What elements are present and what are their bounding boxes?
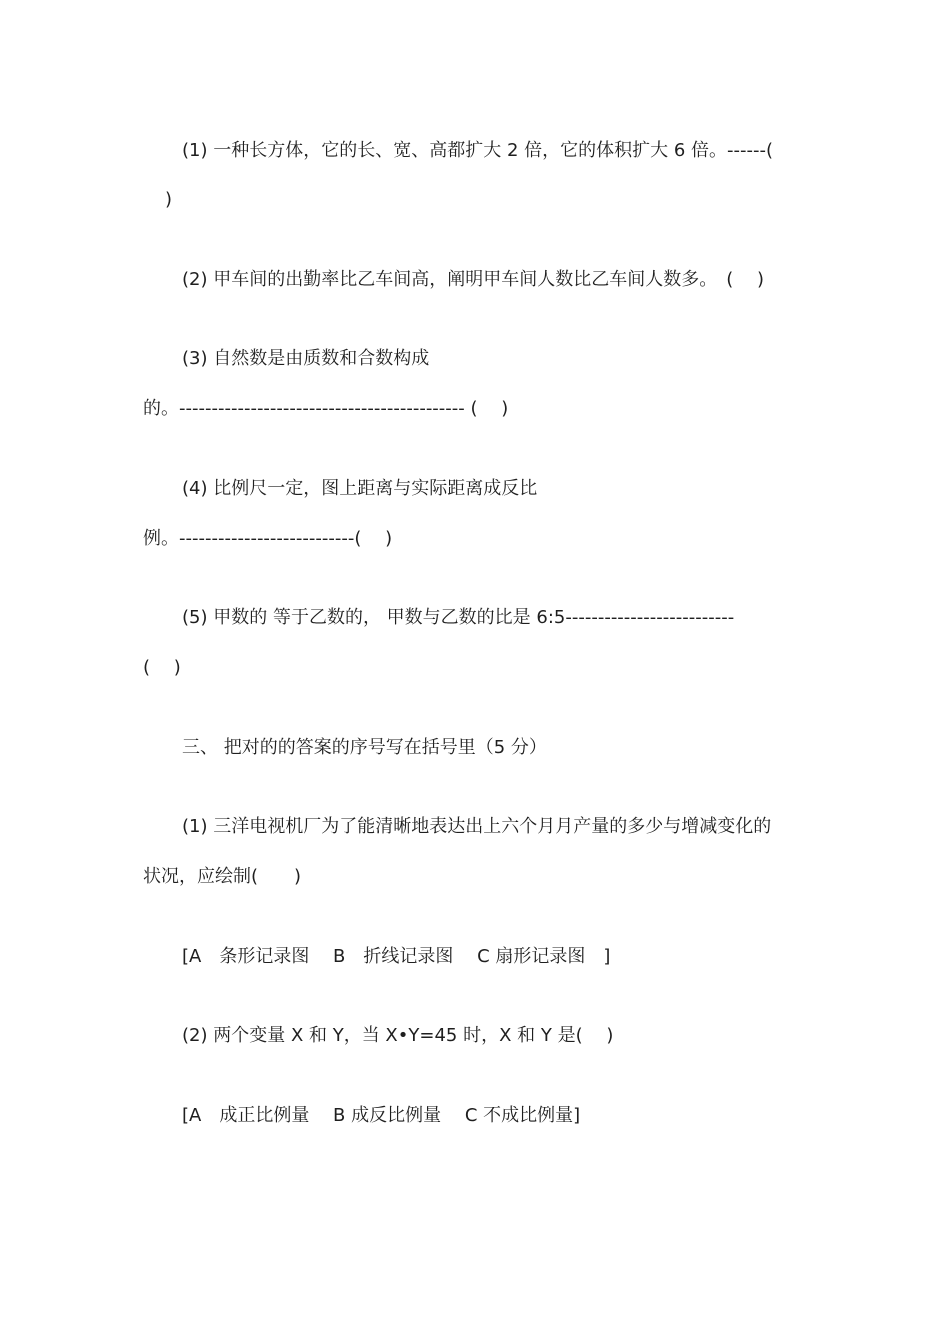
choice-question-2-options: [A 成正比例量 B 成反比例量 C 不成比例量]	[182, 1105, 581, 1126]
question-5-line-2: ( )	[143, 657, 181, 678]
question-2-line: (2) 甲车间的出勤率比乙车间高，阐明甲车间人数比乙车间人数多。 ( )	[182, 269, 764, 290]
question-1-line-1: (1) 一种长方体，它的长、宽、高都扩大 2 倍，它的体积扩大 6 倍。------(	[182, 140, 774, 161]
question-4-line-2: 例。---------------------------( )	[143, 528, 393, 549]
question-5-line-1: (5) 甲数的 等于乙数的， 甲数与乙数的比是 6:5--------------------------	[182, 607, 735, 628]
choice-question-2-line: (2) 两个变量 X 和 Y，当 X•Y=45 时，X 和 Y 是( )	[182, 1025, 614, 1046]
section-3-heading: 三、 把对的的答案的序号写在括号里（5 分）	[182, 737, 547, 758]
question-4-line-1: (4) 比例尺一定，图上距离与实际距离成反比	[182, 478, 538, 499]
question-3-line-1: (3) 自然数是由质数和合数构成	[182, 348, 430, 369]
choice-question-1-line-2: 状况，应绘制( )	[143, 866, 302, 887]
question-1-line-2: )	[165, 189, 173, 210]
choice-question-1-line-1: (1) 三洋电视机厂为了能清晰地表达出上六个月月产量的多少与增减变化的	[182, 816, 772, 837]
question-3-line-2: 的。-------------------------------------------- ( )	[143, 398, 509, 419]
choice-question-1-options: [A 条形记录图 B 折线记录图 C 扇形记录图 ]	[182, 946, 611, 967]
